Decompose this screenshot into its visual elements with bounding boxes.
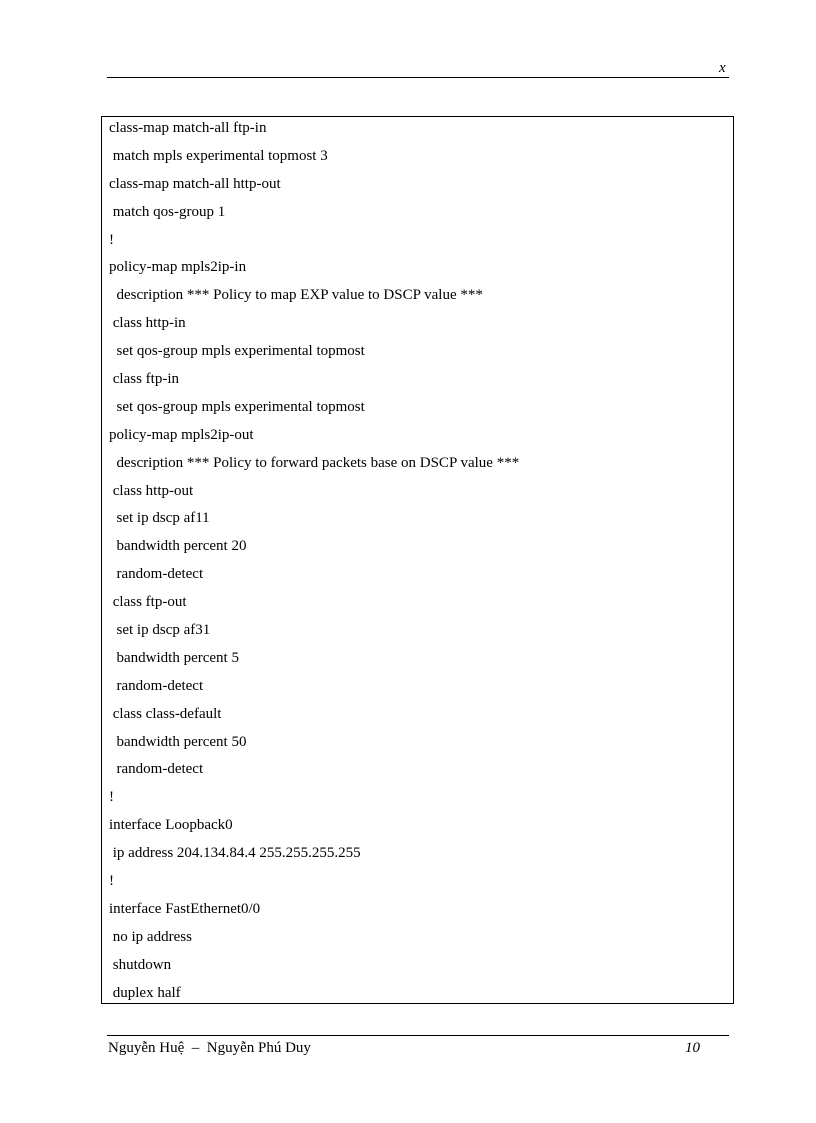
code-line: class http-in (109, 315, 186, 332)
footer-authors: Nguyễn Huệ – Nguyễn Phú Duy (108, 1040, 311, 1056)
code-line: random-detect (109, 761, 204, 778)
code-line: shutdown (109, 956, 172, 973)
code-line: set ip dscp af11 (109, 510, 210, 527)
code-line: class ftp-out (109, 594, 187, 611)
page-header-text: x (719, 60, 726, 76)
code-line: bandwidth percent 50 (109, 733, 247, 750)
code-line: description *** Policy to map EXP value to DSCP value *** (109, 287, 483, 304)
code-line: ! (109, 789, 114, 806)
code-line: bandwidth percent 20 (109, 538, 247, 555)
footer-divider (107, 1035, 729, 1036)
code-line: set qos-group mpls experimental topmost (109, 343, 365, 360)
code-line: interface Loopback0 (109, 817, 233, 834)
code-line: interface FastEthernet0/0 (109, 900, 261, 917)
code-line: policy-map mpls2ip-in (109, 259, 247, 276)
code-line: random-detect (109, 677, 204, 694)
code-line: set ip dscp af31 (109, 622, 211, 639)
code-line: no ip address (109, 928, 192, 945)
code-line: class class-default (109, 705, 222, 722)
code-line: class-map match-all ftp-in (109, 120, 267, 136)
code-line: match qos-group 1 (109, 203, 226, 220)
code-line: ip address 204.134.84.4 255.255.255.255 (109, 845, 361, 862)
code-line: bandwidth percent 5 (109, 649, 239, 666)
code-line: match mpls experimental topmost 3 (109, 147, 328, 164)
code-line: ! (109, 873, 114, 890)
code-line: ! (109, 231, 114, 248)
page-number: 10 (685, 1040, 700, 1056)
header-divider (107, 77, 729, 78)
code-line: set qos-group mpls experimental topmost (109, 398, 365, 415)
code-listing (109, 117, 733, 1010)
code-listing-box (101, 116, 734, 1004)
code-line: random-detect (109, 566, 204, 583)
code-line: class-map match-all http-out (109, 175, 281, 192)
code-line: class http-out (109, 482, 194, 499)
code-line: class ftp-in (109, 371, 179, 388)
code-line: description *** Policy to forward packets base on DSCP value *** (109, 454, 520, 471)
code-line: policy-map mpls2ip-out (109, 426, 254, 443)
code-line: duplex half (109, 984, 181, 1001)
